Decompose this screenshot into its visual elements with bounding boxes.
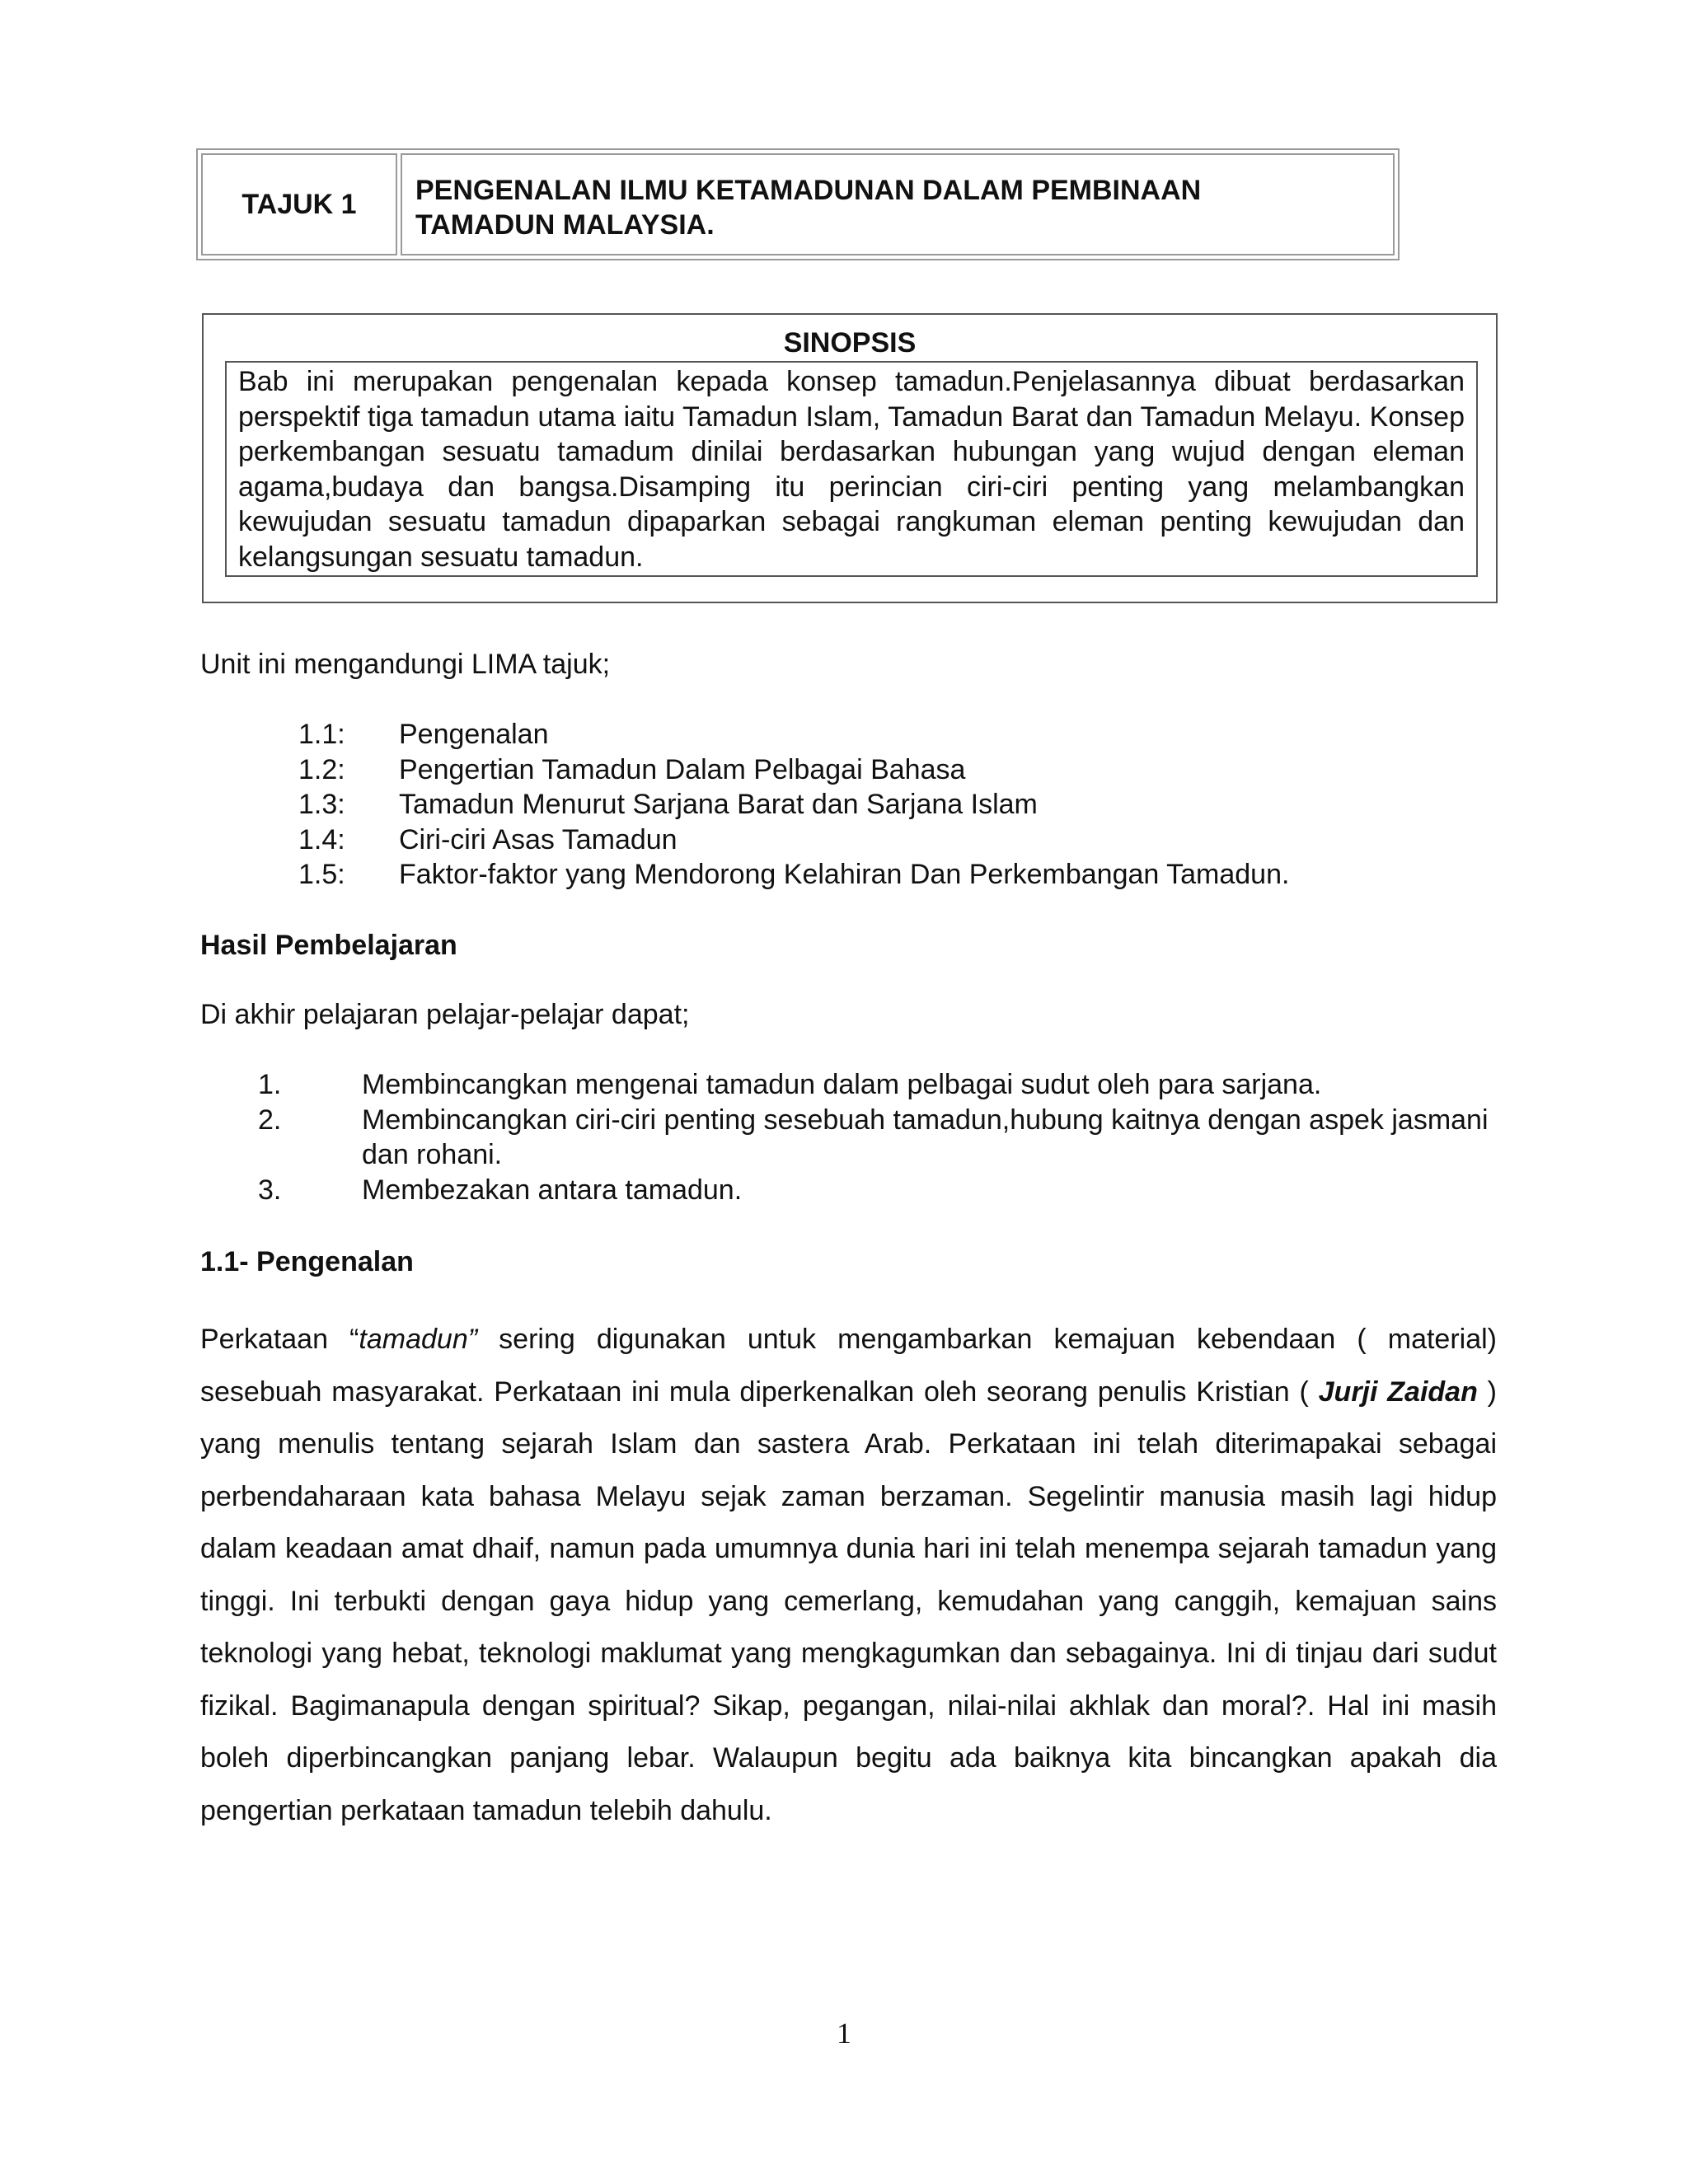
topic-title-cell: [401, 153, 1395, 255]
outcome-number: 1.: [258, 1069, 282, 1100]
unit-intro: Unit ini mengandungi LIMA tajuk;: [200, 649, 611, 680]
topic-number: 1.1:: [298, 719, 345, 750]
topic-list: [298, 717, 1289, 893]
title-table: [196, 148, 1400, 260]
list-item: [258, 1173, 1511, 1208]
topic-label-cell: [201, 153, 397, 255]
topic-label: TAJUK 1: [241, 188, 357, 220]
outcome-list: [258, 1067, 1511, 1207]
list-item: [298, 857, 1289, 893]
author-name: Jurji Zaidan: [1318, 1376, 1478, 1408]
outcome-text: Membincangkan mengenai tamadun dalam pelbagai sudut oleh para sarjana.: [362, 1069, 1322, 1100]
term-tamadun: tamadun”: [359, 1324, 478, 1355]
topic-text: Ciri-ciri Asas Tamadun: [399, 823, 678, 855]
paragraph-text: sering digunakan untuk mengambarkan kemajuan kebendaan ( material) sesebuah masyarakat. Perkataan ini mula diperkenalkan oleh seorang penulis Kristian (: [200, 1324, 1498, 1408]
list-item: [258, 1067, 1511, 1103]
outcomes-intro: Di akhir pelajaran pelajar-pelajar dapat;: [200, 999, 690, 1030]
page-number: 1: [837, 2017, 851, 2050]
topic-number: 1.4:: [298, 823, 345, 855]
topic-text: Pengertian Tamadun Dalam Pelbagai Bahasa: [399, 753, 966, 785]
paragraph-text: ) yang menulis tentang sejarah Islam dan sastera Arab. Perkataan ini telah diterimapakai sebagai perbendaharaan kata bahasa Melayu sejak zaman berzaman. Segelintir manusia masih lagi hidup dalam keadaan amat dhaif, namun pada umumnya dunia hari ini telah menempa sejarah tamadun yang tinggi. Ini terbukti dengan gaya hidup yang cemerlang, kemudahan yang canggih, kemajuan sains teknologi yang hebat, teknologi maklumat yang mengkagumkan dan sebagainya. Ini di tinjau dari sudut fizikal. Bagimanapula dengan spiritual? Sikap, pegangan, nilai-nilai akhlak dan moral?. Hal ini masih boleh diperbincangkan panjang lebar. Walaupun begitu ada baiknya kita bincangkan apakah dia pengertian perkataan tamadun telebih dahulu.: [200, 1376, 1497, 1826]
list-item: [298, 787, 1289, 823]
topic-number: 1.3:: [298, 789, 345, 820]
topic-title-line-1: PENGENALAN ILMU KETAMADUNAN DALAM PEMBINAAN: [415, 175, 1202, 206]
topic-title-line-2: TAMADUN MALAYSIA.: [415, 209, 715, 241]
list-item: [298, 717, 1289, 752]
list-item: [298, 823, 1289, 858]
outcome-number: 3.: [258, 1174, 282, 1206]
paragraph-text: Perkataan “: [200, 1324, 359, 1355]
section-heading: 1.1- Pengenalan: [200, 1246, 414, 1277]
topic-text: Pengenalan: [399, 719, 549, 750]
outcomes-heading: Hasil Pembelajaran: [200, 930, 457, 961]
synopsis-text: Bab ini merupakan pengenalan kepada konsep tamadun.Penjelasannya dibuat berdasarkan perspektif tiga tamadun utama iaitu Tamadun Islam, Tamadun Barat dan Tamadun Melayu. Konsep perkembangan sesuatu tamadum dinilai berdasarkan hubungan yang wujud dengan eleman agama,budaya dan bangsa.Disamping itu perincian ciri-ciri penting yang melambangkan kewujudan sesuatu tamadun dipaparkan sebagai rangkuman eleman penting kewujudan dan kelangsungan sesuatu tamadun.: [225, 361, 1478, 577]
topic-text: Tamadun Menurut Sarjana Barat dan Sarjana Islam: [399, 789, 1038, 820]
section-paragraph: [200, 1314, 1497, 1837]
synopsis-box: [202, 313, 1498, 603]
list-item: [258, 1103, 1511, 1173]
outcome-text: Membezakan antara tamadun.: [362, 1174, 743, 1206]
outcome-text: Membincangkan ciri-ciri penting sesebuah tamadun,hubung kaitnya dengan aspek jasmani dan rohani.: [362, 1104, 1489, 1170]
topic-text: Faktor-faktor yang Mendorong Kelahiran Dan Perkembangan Tamadun.: [399, 859, 1290, 890]
synopsis-title: SINOPSIS: [783, 327, 917, 359]
outcome-number: 2.: [258, 1104, 282, 1136]
topic-number: 1.2:: [298, 753, 345, 785]
list-item: [298, 752, 1289, 788]
topic-number: 1.5:: [298, 859, 345, 890]
